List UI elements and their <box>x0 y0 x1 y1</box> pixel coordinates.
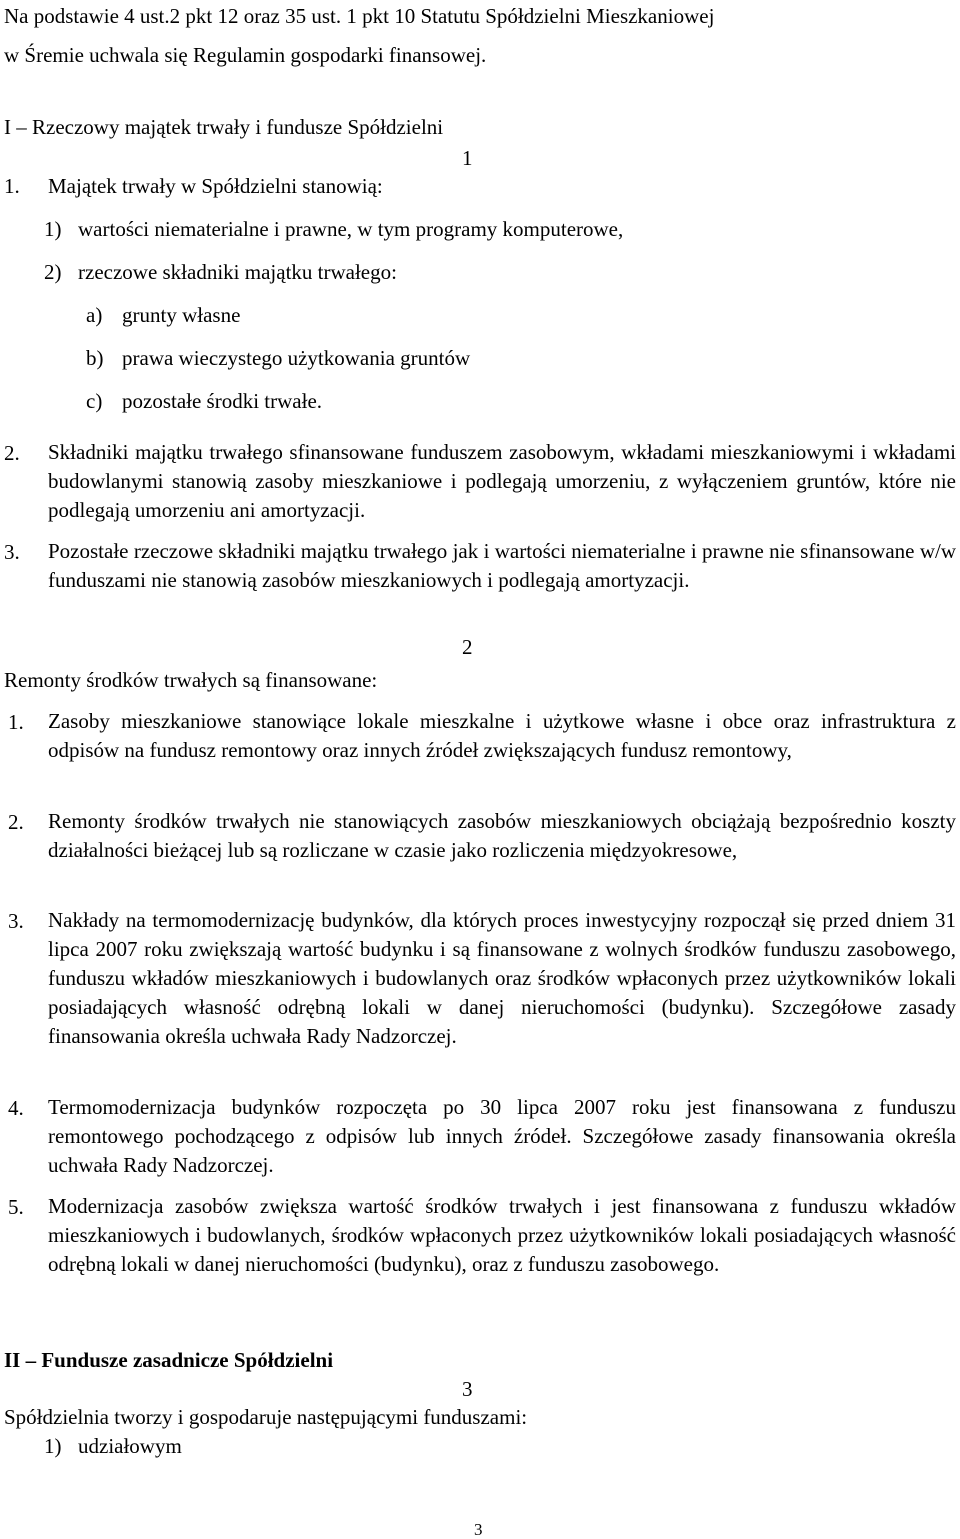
list-item-text: Termomodernizacja budynków rozpoczęta po 30 lipca 2007 roku jest finansowana z funduszu remontowego pochodzącego z odpisów lub innych źródeł. Szczegółowe zasady finansowania określa uchwała Rady Nadzorczej. <box>48 1095 956 1177</box>
sublist-item-text: pozostałe środki trwałe. <box>122 389 323 413</box>
item-1-text: Majątek trwały w Spółdzielni stanowią: <box>48 174 383 198</box>
list-item-number: 2. <box>8 810 24 834</box>
list-item-text: wartości niematerialne i prawne, w tym programy komputerowe, <box>78 217 624 241</box>
list-item-text: rzeczowe składniki majątku trwałego: <box>78 260 397 284</box>
list-item-number: 5. <box>8 1195 24 1219</box>
item-1-number: 1. <box>4 174 20 198</box>
preamble-line-1: Na podstawie 4 ust.2 pkt 12 oraz 35 ust. 1 pkt 10 Statutu Spółdzielni Mieszkaniowej <box>4 4 715 28</box>
list-item-text: udziałowym <box>78 1434 182 1458</box>
item-2-number: 2. <box>4 441 20 465</box>
item-3-number: 3. <box>4 540 20 564</box>
paragraph-2-intro: Remonty środków trwałych są finansowane: <box>4 668 378 692</box>
list-item-text: Nakłady na termomodernizację budynków, dla których proces inwestycyjny rozpoczął się przed dniem 31 lipca 2007 roku zwiększają wartość budynku i są finansowane z wolnych środków funduszu zasobowego, funduszu wkładów mieszkaniowych i budowlanych oraz środków wpłaconych przez użytkowników lokali posiadających własność odrębną lokali w danej nieruchomości (budynku). Szczegółowe zasady finansowania określa uchwała Rady Nadzorczej. <box>48 908 956 1048</box>
list-item-number: 3. <box>8 909 24 933</box>
list-item-number: 1) <box>44 217 62 241</box>
list-item-text: Zasoby mieszkaniowe stanowiące lokale mieszkalne i użytkowe własne i obce oraz infrastruktura z odpisów na fundusz remontowy oraz innych źródeł zwiększających fundusz remontowy, <box>48 709 956 762</box>
list-item-number: 1. <box>8 710 24 734</box>
list-item-text: Remonty środków trwałych nie stanowiących zasobów mieszkaniowych obciążają bezpośrednio koszty działalności bieżącej lub są rozliczane w czasie jako rozliczenia międzyokresowe, <box>48 809 956 862</box>
list-item-number: 4. <box>8 1096 24 1120</box>
sublist-item-text: grunty własne <box>122 303 241 327</box>
item-2-text: Składniki majątku trwałego sfinansowane funduszem zasobowym, wkładami mieszkaniowymi i wkładami budowlanymi stanowią zasoby mieszkaniowe i podlegają umorzeniu, z wyłączeniem gruntów, które nie podlegają umorzeniu ani amortyzacji. <box>48 440 956 522</box>
list-item-number: 1) <box>44 1434 62 1458</box>
paragraph-2-sign: 2 <box>462 635 473 659</box>
paragraph-3-intro: Spółdzielnia tworzy i gospodaruje następującymi funduszami: <box>4 1405 528 1429</box>
list-item-number: 2) <box>44 260 62 284</box>
paragraph-1-sign: 1 <box>462 146 473 170</box>
section-1-heading: I – Rzeczowy majątek trwały i fundusze Spółdzielni <box>4 115 444 139</box>
preamble-line-2: w Śremie uchwala się Regulamin gospodarki finansowej. <box>4 43 487 67</box>
list-item-text: Modernizacja zasobów zwiększa wartość środków trwałych i jest finansowana z funduszu wkładów mieszkaniowych i budowlanych, środków wpłaconych przez użytkowników lokali posiadających własność odrębną lokali w danej nieruchomości (budynku), oraz z funduszu zasobowego. <box>48 1194 956 1276</box>
sublist-item-letter: a) <box>86 303 103 327</box>
sublist-item-text: prawa wieczystego użytkowania gruntów <box>122 346 471 370</box>
paragraph-3-sign: 3 <box>462 1377 473 1401</box>
section-2-heading: II – Fundusze zasadnicze Spółdzielni <box>4 1348 334 1372</box>
page-number: 3 <box>474 1520 483 1539</box>
sublist-item-letter: c) <box>86 389 103 413</box>
item-3-text: Pozostałe rzeczowe składniki majątku trwałego jak i wartości niematerialne i prawne nie sfinansowane w/w funduszami nie stanowią zasobów mieszkaniowych i podlegają amortyzacji. <box>48 539 956 592</box>
sublist-item-letter: b) <box>86 346 104 370</box>
